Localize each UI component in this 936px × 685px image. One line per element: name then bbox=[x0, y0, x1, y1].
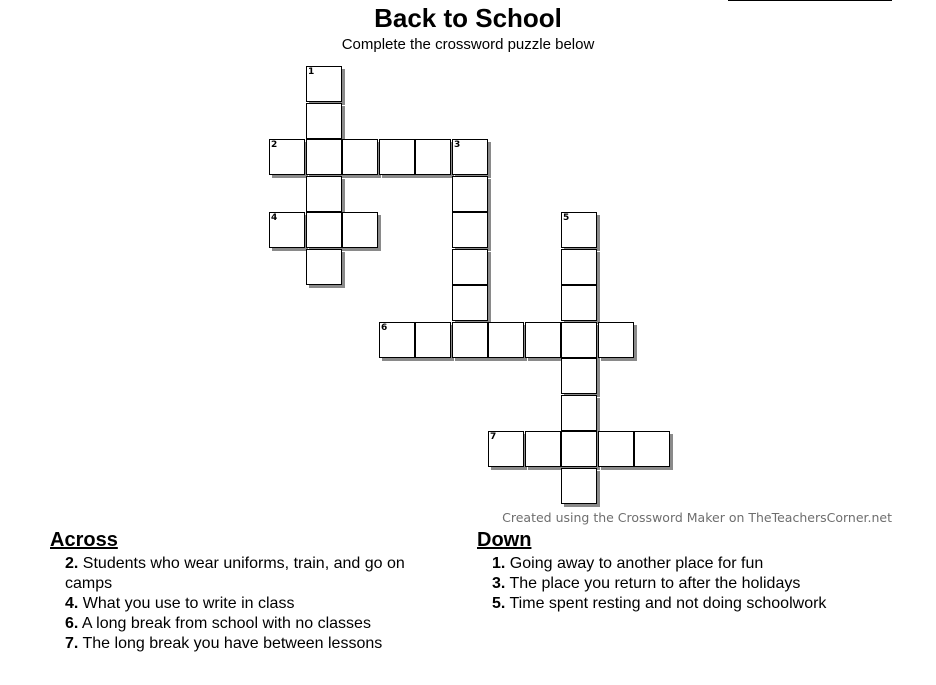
crossword-cell[interactable] bbox=[452, 212, 488, 248]
crossword-cell[interactable] bbox=[561, 468, 597, 504]
down-clue-5 bbox=[477, 594, 907, 614]
across-clue-6 bbox=[50, 614, 445, 634]
clue-number: 5. bbox=[492, 595, 506, 612]
clue-number: 7. bbox=[65, 635, 79, 652]
cell-number: 5 bbox=[563, 213, 570, 223]
crossword-cell[interactable] bbox=[342, 139, 378, 175]
crossword-cell-3[interactable] bbox=[452, 139, 488, 175]
crossword-cell[interactable] bbox=[488, 322, 524, 358]
crossword-cell[interactable] bbox=[561, 249, 597, 285]
down-clue-3 bbox=[477, 574, 907, 594]
down-clues bbox=[477, 528, 907, 614]
across-clues bbox=[50, 528, 445, 654]
clue-text: A long break from school with no classes bbox=[81, 615, 371, 632]
crossword-cell[interactable] bbox=[379, 139, 415, 175]
page-subtitle: Complete the crossword puzzle below bbox=[341, 36, 595, 53]
down-heading: Down bbox=[477, 529, 532, 551]
crossword-cell[interactable] bbox=[561, 322, 597, 358]
crossword-cell[interactable] bbox=[561, 285, 597, 321]
crossword-cell[interactable] bbox=[306, 103, 342, 139]
crossword-cell[interactable] bbox=[452, 285, 488, 321]
cell-number: 4 bbox=[271, 213, 278, 223]
clue-text: What you use to write in class bbox=[82, 595, 295, 612]
crossword-cell[interactable] bbox=[452, 176, 488, 212]
crossword-cell-4[interactable] bbox=[269, 212, 305, 248]
down-clue-1 bbox=[477, 554, 907, 574]
cell-number: 6 bbox=[381, 323, 388, 333]
crossword-cell[interactable] bbox=[415, 322, 451, 358]
clue-number: 1. bbox=[492, 555, 506, 572]
crossword-cell[interactable] bbox=[306, 249, 342, 285]
name-line bbox=[728, 0, 892, 1]
crossword-cell-1[interactable] bbox=[306, 66, 342, 102]
across-heading: Across bbox=[50, 529, 118, 551]
across-clue-2 bbox=[50, 554, 445, 594]
crossword-cell[interactable] bbox=[306, 176, 342, 212]
crossword-cell[interactable] bbox=[561, 358, 597, 394]
page-title: Back to School bbox=[374, 3, 562, 33]
crossword-cell[interactable] bbox=[306, 139, 342, 175]
crossword-cell[interactable] bbox=[525, 322, 561, 358]
cell-number: 7 bbox=[490, 432, 497, 442]
crossword-cell[interactable] bbox=[598, 322, 634, 358]
crossword-cell-2[interactable] bbox=[269, 139, 305, 175]
crossword-cell[interactable] bbox=[452, 322, 488, 358]
crossword-cell[interactable] bbox=[561, 431, 597, 467]
cell-number: 1 bbox=[308, 67, 315, 77]
clue-number: 4. bbox=[65, 595, 79, 612]
clue-text: The long break you have between lessons bbox=[82, 635, 383, 652]
crossword-cell[interactable] bbox=[415, 139, 451, 175]
crossword-cell[interactable] bbox=[525, 431, 561, 467]
clue-text: The place you return to after the holidays bbox=[509, 575, 801, 592]
crossword-cell-6[interactable] bbox=[379, 322, 415, 358]
across-clue-4 bbox=[50, 594, 445, 614]
crossword-cell-7[interactable] bbox=[488, 431, 524, 467]
crossword-cell[interactable] bbox=[452, 249, 488, 285]
clue-text: Time spent resting and not doing schoolwork bbox=[509, 595, 827, 612]
clue-number: 2. bbox=[65, 555, 79, 572]
crossword-cell[interactable] bbox=[634, 431, 670, 467]
clue-number: 3. bbox=[492, 575, 506, 592]
clue-number: 6. bbox=[65, 615, 79, 632]
crossword-cell-5[interactable] bbox=[561, 212, 597, 248]
clue-text: Going away to another place for fun bbox=[509, 555, 764, 572]
cell-number: 3 bbox=[454, 140, 461, 150]
across-clue-7 bbox=[50, 634, 445, 654]
crossword-cell[interactable] bbox=[598, 431, 634, 467]
clue-text: Students who wear uniforms, train, and go on camps bbox=[65, 555, 405, 592]
crossword-cell[interactable] bbox=[561, 395, 597, 431]
crossword-cell[interactable] bbox=[306, 212, 342, 248]
credit-text: Created using the Crossword Maker on TheTeachersCorner.net bbox=[502, 510, 892, 525]
cell-number: 2 bbox=[271, 140, 278, 150]
crossword-cell[interactable] bbox=[342, 212, 378, 248]
